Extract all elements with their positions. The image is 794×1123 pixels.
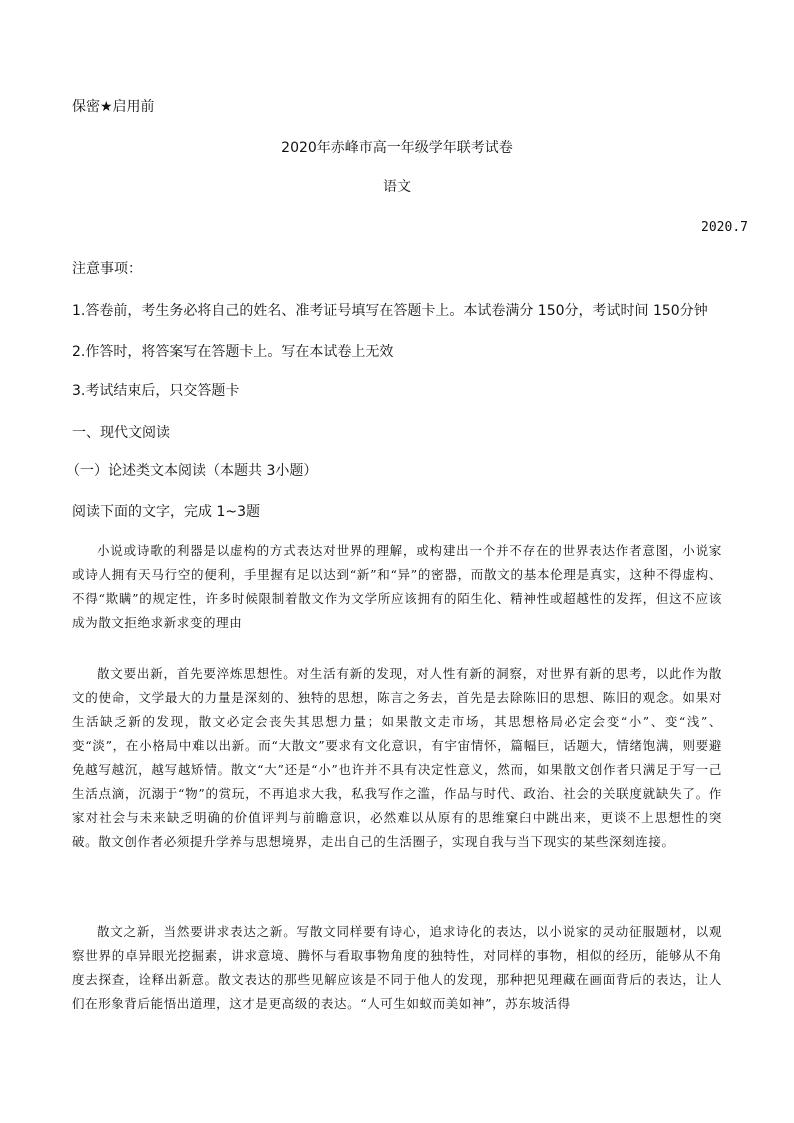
notice-item-3: 3.考试结束后，只交答题卡: [72, 383, 240, 399]
passage-paragraph-2: 散文要出新，首先要淬炼思想性。对生活有新的发现，对人性有新的洞察，对世界有新的思考，以此作为散文的使命，文学最大的力量是深刻的、独特的思想，陈言之务去，首先是去除陈旧的思想、陈旧的观念。如果对生活缺乏新的发现，散文必定会丧失其思想力量；如果散文走市场，其思想格局必定会变“小”、变“浅”、变“淡”，在小格局中难以出新。而“大散文”要求有文化意识，有宇宙情怀，篇幅巨，话题大，情绪饱满，则要避免越写越沉，越写越矫情。散文“大”还是“小”也许并不具有决定性意义，然而，如果散文创作者只满足于写一己生活点滴，沉溺于“物”的赏玩，不再追求大我，私我写作之滥，作品与时代、政治、社会的关联度就缺失了。作家对社会与未来缺乏明确的价值评判与前瞻意识，必然难以从原有的思维窠臼中跳出来，更谈不上思想性的突破。散文创作者必须提升学养与思想境界，走出自己的生活圈子，实现自我与当下现实的某些深刻连接。: [72, 666, 722, 849]
subsection-title: （一）论述类文本阅读（本题共 3小题）: [66, 463, 318, 479]
exam-title: 2020年赤峰市高一年级学年联考试卷: [281, 140, 513, 156]
notice-heading: 注意事项：: [72, 261, 142, 277]
reading-instruction: 阅读下面的文字，完成 1~3题: [72, 504, 260, 520]
passage-paragraph-1: 小说或诗歌的利器是以虚构的方式表达对世界的理解，或构建出一个并不存在的世界表达作者意图，小说家或诗人拥有天马行空的便利，手里握有足以达到“新”和“异”的密器，而散文的基本伦理是真实，这种不得虚构、不得“欺瞒”的规定性，许多时候限制着散文作为文学所应该拥有的陌生化、精神性或超越性的发挥，但这不应该成为散文拒绝求新求变的理由: [72, 543, 722, 630]
notice-item-2: 2.作答时，将答案写在答题卡上。写在本试卷上无效: [72, 344, 394, 360]
passage-paragraph-3: 散文之新，当然要讲求表达之新。写散文同样要有诗心，追求诗化的表达，以小说家的灵动征服题材，以观察世界的卓异眼光挖掘素，讲求意境、腾怀与看取事物角度的独特性，对同样的事物，相似的经历，能够从不角度去探查，诠释出新意。散文表达的那些见解应该是不同于他人的发现，那种把见理藏在画面背后的表达，让人们在形象背后能悟出道理，这才是更高级的表达。“人可生如蚁而美如神”，苏东坡活得: [72, 924, 722, 1011]
subject-title: 语文: [383, 179, 411, 195]
exam-date: 2020.7: [701, 220, 748, 235]
section-title: 一、现代文阅读: [72, 425, 170, 441]
confidential-label: 保密★启用前: [72, 99, 155, 115]
notice-item-1: 1.答卷前，考生务必将自己的姓名、准考证号填写在答题卡上。本试卷满分 150分，考试时间 150分钟: [72, 303, 708, 319]
